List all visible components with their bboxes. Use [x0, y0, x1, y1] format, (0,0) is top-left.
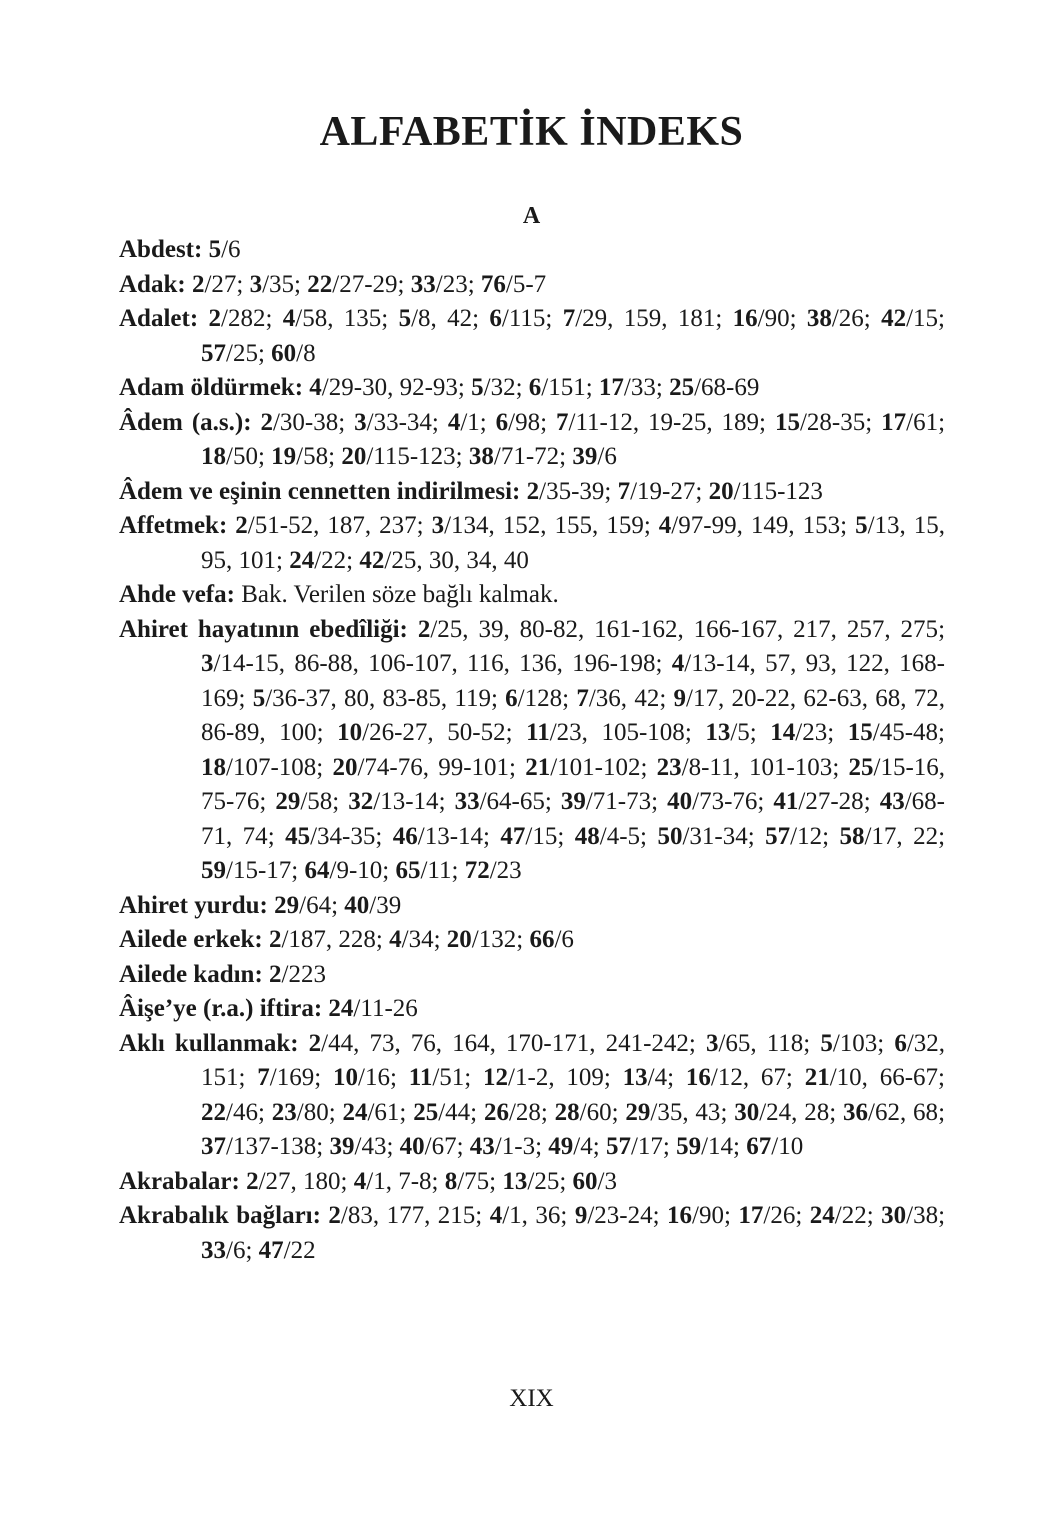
verse-numbers: 151	[548, 374, 586, 401]
verse-numbers: 23	[802, 719, 828, 746]
verse-numbers: 30-38	[279, 408, 339, 436]
verse-numbers: 1, 36	[509, 1202, 561, 1229]
verse-numbers: 44	[445, 1098, 471, 1126]
verse-numbers: 58	[307, 788, 333, 815]
surah-number: 17	[738, 1202, 764, 1229]
verse-numbers: 29-30, 92-93	[328, 374, 458, 401]
surah-number: 7	[556, 408, 569, 436]
surah-number: 3	[249, 270, 263, 298]
verse-numbers: 25	[232, 339, 258, 367]
verse-numbers: 22	[321, 546, 347, 574]
surah-number: 2	[260, 408, 273, 436]
verse-numbers: 14	[708, 1133, 734, 1160]
index-entry: Ahiret hayatının ebedîliği: 2/25, 39, 80-82, 161-162, 166-167, 217, 257, 275; 3/14-15, 86-88, 106-107, 116, 136, 196-198; 4/13-14, 57, 93, 122, 168-169; 5/36-37, 80, 83-85, 119; 6/128; 7/36, 42; 9/17, 20-22, 62-63, 68, 72, 86-89, 100; 10/26-27, 50-52; 11/23, 105-108; 13/5; 14/23; 15/45-48; 18/107-108; 20/74-76, 99-101; 21/101-102; 23/8-11, 101-103; 25/15-16, 75-76; 29/58; 32/13-14; 33/64-65; 39/71-73; 40/73-76; 41/27-28; 43/68-71, 74; 45/34-35; 46/13-14; 47/15; 48/4-5; 50/31-34; 57/12; 58/17, 22; 59/15-17; 64/9-10; 65/11; 72/23	[119, 615, 946, 884]
verse-numbers: 27-28	[805, 788, 864, 815]
surah-number: 22	[201, 1098, 226, 1126]
verse-numbers: 23	[442, 270, 468, 298]
verse-numbers: 34-35	[317, 822, 376, 850]
surah-number: 2	[417, 615, 431, 643]
surah-number: 12	[483, 1064, 509, 1091]
surah-number: 6	[489, 305, 502, 332]
surah-number: 24	[328, 995, 354, 1022]
surah-number: 20	[341, 443, 367, 470]
surah-number: 48	[574, 822, 600, 850]
surah-number: 45	[285, 822, 311, 850]
verse-numbers: 26	[770, 1202, 796, 1229]
verse-numbers: 282	[227, 305, 266, 332]
index-entry: Aklı kullanmak: 2/44, 73, 76, 164, 170-171, 241-242; 3/65, 118; 5/103; 6/32, 151; 7/169; 10/16; 11/51; 12/1-2, 109; 13/4; 16/12, 67; 21/10, 66-67; 22/46; 23/80; 24/61; 25/44; 26/28; 28/60; 29/35, 43; 30/24, 28; 36/62, 68; 37/137-138; 39/43; 40/67; 43/1-3; 49/4; 57/17; 59/14; 67/10	[119, 1029, 946, 1160]
verse-numbers: 28-35	[806, 408, 866, 436]
surah-number: 6	[528, 374, 542, 401]
surah-number: 13	[502, 1167, 528, 1195]
verse-numbers: 11	[427, 857, 452, 884]
index-entry: Ailede kadın: 2/223	[119, 960, 326, 988]
verse-numbers: 35	[269, 270, 295, 298]
verse-numbers: 36, 42	[595, 684, 660, 712]
surah-number: 72	[464, 857, 490, 884]
index-entry: Adam öldürmek: 4/29-30, 92-93; 5/32; 6/151; 17/33; 25/68-69	[119, 374, 760, 401]
surah-number: 42	[359, 546, 385, 574]
verse-numbers: 65, 118	[725, 1029, 804, 1057]
verse-numbers: 12, 67	[717, 1064, 786, 1091]
verse-numbers: 137-138	[232, 1133, 317, 1160]
verse-numbers: 71-73	[592, 788, 652, 815]
verse-numbers: 169	[276, 1064, 315, 1091]
verse-numbers: 36-37, 80, 83-85, 119	[272, 684, 491, 712]
surah-number: 41	[773, 788, 799, 815]
surah-number: 3	[201, 650, 214, 677]
surah-number: 16	[685, 1064, 711, 1091]
verse-numbers: 24, 28	[766, 1098, 830, 1126]
index-entry: Affetmek: 2/51-52, 187, 237; 3/134, 152, 155, 159; 4/97-99, 149, 153; 5/13, 15, 95, 101; 24/22; 42/25, 30, 34, 40	[119, 512, 946, 574]
surah-number: 6	[495, 408, 509, 436]
surah-number: 28	[554, 1098, 580, 1126]
surah-number: 39	[329, 1133, 355, 1160]
surah-number: 5	[252, 684, 266, 712]
surah-number: 38	[806, 305, 832, 332]
surah-number: 58	[839, 822, 865, 850]
surah-number: 57	[605, 1133, 631, 1160]
verse-numbers: 1	[467, 408, 480, 436]
verse-numbers: 6	[604, 443, 617, 470]
verse-numbers: 44, 73, 76, 164, 170-171, 241-242	[328, 1029, 689, 1057]
surah-number: 4	[353, 1167, 367, 1195]
surah-number: 7	[576, 684, 589, 712]
verse-numbers: 61	[374, 1098, 400, 1126]
index-term: Adak:	[119, 270, 186, 298]
index-term: Ahiret hayatının ebedîliği:	[119, 615, 408, 643]
surah-number: 29	[274, 891, 300, 919]
surah-number: 5	[208, 236, 222, 263]
surah-number: 40	[344, 891, 370, 919]
surah-number: 59	[201, 857, 226, 884]
verse-numbers: 134, 152, 155, 159	[451, 512, 644, 539]
verse-numbers: 25	[534, 1167, 560, 1195]
verse-numbers: 83, 177, 215	[347, 1202, 476, 1229]
surah-number: 5	[855, 512, 868, 539]
index-term: Âişe’ye (r.a.) iftira:	[119, 995, 323, 1022]
index-term: Ailede kadın:	[119, 960, 263, 988]
surah-number: 5	[471, 374, 484, 401]
verse-numbers: 33	[630, 374, 656, 401]
verse-numbers: 39	[376, 891, 402, 919]
verse-numbers: 132	[478, 926, 517, 953]
verse-numbers: 4-5	[606, 822, 641, 850]
surah-number: 9	[574, 1202, 588, 1229]
verse-numbers: 75	[464, 1167, 490, 1195]
verse-numbers: 46	[232, 1098, 258, 1126]
verse-numbers: 187, 228	[288, 926, 376, 953]
verse-numbers: 13-14	[424, 822, 484, 850]
surah-number: 10	[337, 719, 363, 746]
index-term: Ahiret yurdu:	[119, 891, 268, 919]
verse-numbers: 58, 135	[302, 305, 382, 332]
page-number: XIX	[509, 1385, 554, 1412]
surah-number: 26	[483, 1098, 509, 1126]
surah-number: 14	[770, 719, 796, 746]
verse-numbers: 61	[913, 408, 939, 436]
surah-number: 6	[894, 1029, 907, 1057]
surah-number: 16	[667, 1202, 693, 1229]
verse-numbers: 10, 66-67	[836, 1064, 939, 1091]
verse-numbers: 5-7	[512, 270, 547, 298]
verse-numbers: 33-34	[373, 408, 432, 436]
verse-numbers: 64-65	[486, 788, 545, 815]
surah-number: 4	[389, 926, 402, 953]
surah-number: 5	[398, 305, 412, 332]
surah-number: 2	[526, 477, 540, 505]
surah-number: 25	[848, 753, 874, 781]
surah-number: 13	[622, 1064, 648, 1091]
verse-numbers: 6	[228, 236, 241, 263]
verse-numbers: 80	[303, 1098, 329, 1126]
surah-number: 29	[625, 1098, 651, 1126]
index-entry: Ahiret yurdu: 29/64; 40/39	[119, 891, 402, 919]
index-entry: Akrabalar: 2/27, 180; 4/1, 7-8; 8/75; 13/25; 60/3	[119, 1167, 617, 1195]
surah-number: 10	[332, 1064, 358, 1091]
surah-number: 36	[843, 1098, 869, 1126]
surah-number: 24	[342, 1098, 368, 1126]
verse-numbers: 62, 68	[874, 1098, 939, 1126]
verse-numbers: 32, 151	[201, 1029, 946, 1091]
verse-numbers: 17	[637, 1133, 663, 1160]
verse-numbers: 58	[303, 443, 329, 470]
verse-numbers: 5	[737, 719, 750, 746]
verse-numbers: 25, 30, 34, 40	[391, 546, 529, 574]
verse-numbers: 71-72	[500, 443, 560, 470]
surah-number: 4	[282, 305, 296, 332]
verse-numbers: 29, 159, 181	[582, 305, 716, 332]
surah-number: 60	[572, 1167, 598, 1195]
index-entry: Adalet: 2/282; 4/58, 135; 5/8, 42; 6/115; 7/29, 159, 181; 16/90; 38/26; 42/15; 57/25; 60/8	[119, 305, 945, 367]
verse-numbers: 90	[698, 1202, 724, 1229]
surah-number: 65	[395, 857, 421, 884]
surah-number: 6	[505, 684, 518, 712]
verse-numbers: 60	[586, 1098, 612, 1126]
verse-numbers: 13-14, 57, 93, 122, 168-169	[201, 650, 945, 712]
verse-numbers: 28	[515, 1098, 541, 1126]
verse-numbers: 9-10	[336, 857, 383, 884]
surah-number: 57	[765, 822, 791, 850]
surah-number: 2	[246, 1167, 259, 1195]
verse-numbers: 27	[211, 270, 237, 298]
surah-number: 23	[271, 1098, 297, 1126]
verse-numbers: 12	[797, 822, 823, 850]
index-term: Akrabalar:	[119, 1167, 240, 1195]
surah-number: 24	[809, 1202, 835, 1229]
surah-number: 2	[268, 926, 282, 953]
surah-number: 4	[658, 512, 672, 539]
surah-number: 19	[271, 443, 297, 470]
index-entries	[119, 233, 945, 1268]
index-entry: Abdest: 5/6	[119, 236, 241, 263]
surah-number: 4	[309, 374, 322, 401]
verse-numbers: 13-14	[380, 788, 439, 815]
verse-numbers: 51	[439, 1064, 465, 1091]
surah-number: 57	[201, 339, 226, 367]
index-term: Aklı kullanmak:	[119, 1029, 299, 1057]
surah-number: 59	[676, 1133, 702, 1160]
verse-numbers: 38	[913, 1202, 939, 1229]
verse-numbers: 26	[838, 305, 864, 332]
surah-number: 2	[208, 305, 221, 332]
surah-number: 8	[444, 1167, 458, 1195]
surah-number: 11	[408, 1064, 433, 1091]
verse-numbers: 34	[408, 926, 434, 953]
verse-numbers: 8-11, 101-103	[688, 753, 833, 781]
verse-numbers: 51-52, 187, 237	[254, 512, 417, 539]
surah-number: 2	[235, 512, 248, 539]
verse-numbers: 11-26	[360, 995, 418, 1022]
verse-numbers: 15-17	[232, 857, 292, 884]
verse-numbers: 16	[364, 1064, 390, 1091]
verse-numbers: 8	[303, 339, 316, 367]
surah-number: 33	[410, 270, 436, 298]
surah-number: 30	[734, 1098, 760, 1126]
verse-numbers: 32	[490, 374, 516, 401]
surah-number: 24	[289, 546, 315, 574]
surah-number: 16	[732, 305, 758, 332]
surah-number: 2	[328, 1202, 341, 1229]
verse-numbers: 3	[604, 1167, 617, 1195]
surah-number: 17	[881, 408, 907, 436]
verse-numbers: 103	[839, 1029, 878, 1057]
surah-number: 15	[774, 408, 800, 436]
surah-number: 13	[705, 719, 731, 746]
index-term: Ahde vefa:	[119, 581, 235, 608]
verse-numbers: 68-71, 74	[201, 788, 945, 850]
surah-number: 7	[617, 477, 631, 505]
surah-number: 11	[526, 719, 550, 746]
surah-number: 42	[881, 305, 907, 332]
verse-numbers: 74-76, 99-101	[364, 753, 510, 781]
verse-numbers: 26-27, 50-52	[369, 719, 506, 746]
verse-numbers: 10	[778, 1133, 804, 1160]
verse-numbers: 98	[515, 408, 541, 436]
verse-numbers: 22	[290, 1236, 316, 1264]
verse-numbers: 35, 43	[657, 1098, 721, 1126]
surah-number: 4	[671, 650, 685, 677]
verse-numbers: 67	[431, 1133, 457, 1160]
verse-numbers: 101-102	[557, 753, 641, 781]
surah-number: 30	[881, 1202, 907, 1229]
surah-number: 15	[847, 719, 873, 746]
verse-numbers: 97-99, 149, 153	[678, 512, 841, 539]
verse-numbers: 22	[841, 1202, 867, 1229]
surah-number: 39	[560, 788, 586, 815]
verse-numbers: 6	[561, 926, 574, 953]
verse-numbers: 23, 105-108	[556, 719, 685, 746]
index-cross-reference: Bak. Verilen söze bağlı kalmak.	[241, 581, 559, 608]
surah-number: 47	[500, 822, 526, 850]
verse-numbers: 1-2, 109	[515, 1064, 604, 1091]
index-term: Affetmek:	[119, 512, 228, 539]
surah-number: 47	[258, 1236, 284, 1264]
surah-number: 20	[446, 926, 472, 953]
index-entry: Akrabalık bağları: 2/83, 177, 215; 4/1, 36; 9/23-24; 16/90; 17/26; 24/22; 30/38; 33/6; 47/22	[119, 1202, 946, 1264]
surah-number: 67	[746, 1133, 772, 1160]
index-entry	[119, 578, 945, 613]
surah-number: 17	[598, 374, 624, 401]
verse-numbers: 115-123	[740, 477, 823, 505]
verse-numbers: 64	[306, 891, 332, 919]
verse-numbers: 4	[654, 1064, 668, 1091]
surah-number: 5	[820, 1029, 833, 1057]
surah-number: 7	[562, 305, 576, 332]
surah-number: 18	[201, 443, 226, 470]
surah-number: 2	[269, 960, 282, 988]
surah-number: 3	[431, 512, 445, 539]
verse-numbers: 15	[532, 822, 558, 850]
surah-number: 33	[201, 1236, 226, 1264]
verse-numbers: 14-15, 86-88, 106-107, 116, 136, 196-198	[220, 650, 656, 677]
index-entry: Âişe’ye (r.a.) iftira: 24/11-26	[119, 995, 418, 1022]
verse-numbers: 223	[288, 960, 326, 988]
verse-numbers: 68-69	[701, 374, 760, 401]
index-term: Âdem ve eşinin cennetten indirilmesi:	[119, 477, 521, 505]
verse-numbers: 115-123	[373, 443, 456, 470]
surah-number: 25	[669, 374, 695, 401]
surah-number: 49	[548, 1133, 574, 1160]
verse-numbers: 128	[524, 684, 563, 712]
verse-numbers: 107-108	[232, 753, 317, 781]
verse-numbers: 11-12, 19-25, 189	[575, 408, 760, 436]
surah-number: 39	[572, 443, 598, 470]
index-entry: Ailede erkek: 2/187, 228; 4/34; 20/132; 66/6	[119, 926, 574, 953]
index-term: Adalet:	[119, 305, 199, 332]
index-term: Abdest:	[119, 236, 203, 263]
surah-number: 21	[525, 753, 551, 781]
surah-number: 46	[392, 822, 418, 850]
index-term: Akrabalık bağları:	[119, 1202, 321, 1229]
surah-number: 4	[489, 1202, 503, 1229]
verse-numbers: 73-76	[699, 788, 758, 815]
page-title: ALFABETİK İNDEKS	[319, 109, 744, 155]
verse-numbers: 115	[508, 305, 546, 332]
surah-number: 29	[275, 788, 301, 815]
verse-numbers: 27, 180	[265, 1167, 341, 1195]
verse-numbers: 1-3	[501, 1133, 536, 1160]
index-entry: Âdem (a.s.): 2/30-38; 3/33-34; 4/1; 6/98; 7/11-12, 19-25, 189; 15/28-35; 17/61; 18/50; 19/58; 20/115-123; 38/71-72; 39/6	[119, 408, 946, 470]
verse-numbers: 23-24	[594, 1202, 653, 1229]
surah-number: 2	[191, 270, 205, 298]
verse-numbers: 35-39	[546, 477, 605, 505]
verse-numbers: 13, 15, 95, 101	[201, 512, 946, 574]
surah-number: 18	[201, 753, 226, 781]
surah-number: 9	[673, 684, 687, 712]
index-term: Âdem (a.s.):	[119, 408, 252, 436]
surah-number: 43	[469, 1133, 495, 1160]
surah-number: 2	[308, 1029, 322, 1057]
surah-number: 20	[332, 753, 358, 781]
surah-number: 22	[307, 270, 333, 298]
section-letter: A	[522, 203, 541, 229]
verse-numbers: 15-16, 75-76	[201, 753, 946, 815]
index-term: Ailede erkek:	[119, 926, 263, 953]
verse-numbers: 31-34	[689, 822, 748, 850]
surah-number: 32	[348, 788, 374, 815]
verse-numbers: 17, 20-22, 62-63, 68, 72, 86-89, 100	[201, 684, 945, 746]
verse-numbers: 6	[232, 1236, 246, 1264]
surah-number: 40	[399, 1133, 425, 1160]
surah-number: 25	[413, 1098, 439, 1126]
verse-numbers: 27-29	[339, 270, 398, 298]
surah-number: 37	[201, 1133, 226, 1160]
verse-numbers: 50	[232, 443, 258, 470]
verse-numbers: 43	[361, 1133, 387, 1160]
surah-number: 3	[705, 1029, 719, 1057]
surah-number: 60	[271, 339, 297, 367]
surah-number: 43	[879, 788, 905, 815]
index-entry: Adak: 2/27; 3/35; 22/27-29; 33/23; 76/5-7	[119, 270, 547, 298]
surah-number: 23	[656, 753, 682, 781]
surah-number: 21	[804, 1064, 830, 1091]
index-term: Adam öldürmek:	[119, 374, 304, 401]
surah-number: 38	[468, 443, 494, 470]
surah-number: 66	[529, 926, 555, 953]
surah-number: 40	[667, 788, 693, 815]
verse-numbers: 8, 42	[418, 305, 473, 332]
verse-numbers: 4	[580, 1133, 593, 1160]
verse-numbers: 23	[496, 857, 522, 884]
surah-number: 20	[708, 477, 734, 505]
verse-numbers: 15	[913, 305, 939, 332]
surah-number: 76	[480, 270, 506, 298]
verse-numbers: 25, 39, 80-82, 161-162, 166-167, 217, 257, 275	[437, 615, 939, 643]
surah-number: 50	[657, 822, 683, 850]
surah-number: 3	[354, 408, 367, 436]
surah-number: 64	[304, 857, 330, 884]
verse-numbers: 90	[764, 305, 790, 332]
verse-numbers: 1, 7-8	[373, 1167, 432, 1195]
surah-number: 4	[447, 408, 461, 436]
surah-number: 7	[257, 1064, 270, 1091]
index-entry: Âdem ve eşinin cennetten indirilmesi: 2/35-39; 7/19-27; 20/115-123	[119, 477, 823, 505]
verse-numbers: 17, 22	[871, 822, 939, 850]
verse-numbers: 19-27	[637, 477, 696, 505]
surah-number: 33	[454, 788, 480, 815]
verse-numbers: 45-48	[879, 719, 939, 746]
